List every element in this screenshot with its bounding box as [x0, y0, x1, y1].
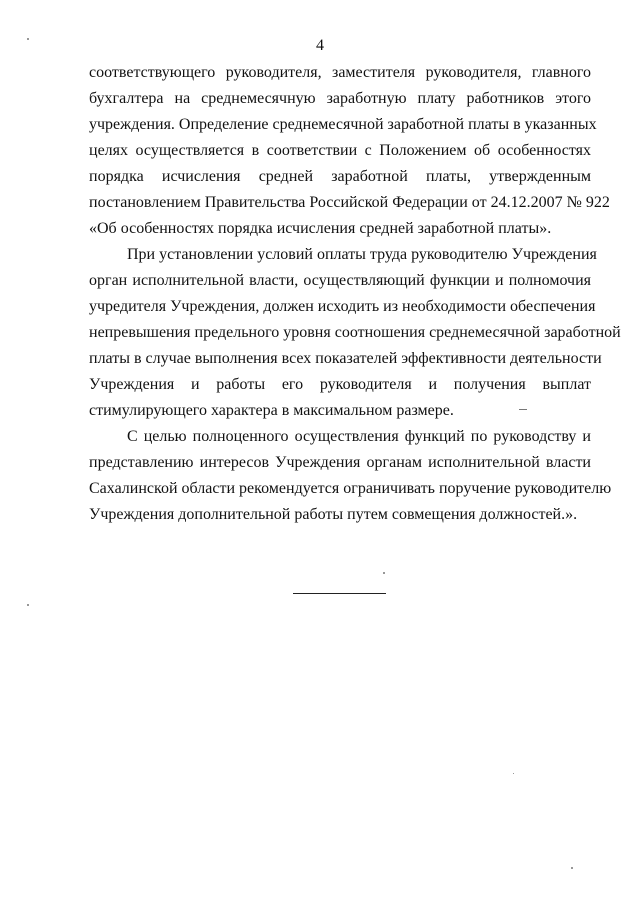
- scan-speck: [519, 409, 527, 410]
- text-line: целях осуществляется в соответствии с Положением об особенностях: [89, 142, 591, 159]
- page-number: 4: [316, 37, 324, 54]
- text-line: соответствующего руководителя, заместителя руководителя, главного: [89, 64, 591, 81]
- text-line: учреждения. Определение среднемесячной заработной платы в указанных: [89, 116, 597, 133]
- text-line: При установлении условий оплаты труда руководителю Учреждения: [127, 246, 597, 263]
- text-line: «Об особенностях порядка исчисления средней заработной платы».: [89, 220, 552, 237]
- document-body: [89, 60, 621, 528]
- paragraph: [89, 242, 621, 424]
- text-line: бухгалтера на среднемесячную заработную плату работников этого: [89, 90, 591, 107]
- paragraph: [89, 424, 612, 528]
- text-line: учредителя Учреждения, должен исходить из необходимости обеспечения: [89, 298, 596, 315]
- text-line: порядка исчисления средней заработной платы, утвержденным: [89, 168, 591, 185]
- text-line: представлению интересов Учреждения органам исполнительной власти: [89, 454, 591, 471]
- scan-speck: [27, 604, 29, 606]
- scan-speck: [383, 572, 385, 574]
- text-line: орган исполнительной власти, осуществляющий функции и полномочия: [89, 272, 591, 289]
- paragraph: [89, 60, 610, 242]
- scan-speck: [27, 38, 29, 40]
- text-line: Сахалинской области рекомендуется ограничивать поручение руководителю: [89, 480, 612, 497]
- text-line: непревышения предельного уровня соотношения среднемесячной заработной: [89, 324, 621, 341]
- text-line: Учреждения дополнительной работы путем совмещения должностей.».: [89, 506, 578, 523]
- end-separator-line: [293, 593, 386, 594]
- scan-speck: [571, 867, 573, 869]
- text-line: С целью полноценного осуществления функций по руководству и: [127, 428, 591, 445]
- text-line: стимулирующего характера в максимальном размере.: [89, 402, 454, 419]
- text-line: постановлением Правительства Российской Федерации от 24.12.2007 № 922: [89, 194, 610, 211]
- text-line: платы в случае выполнения всех показателей эффективности деятельности: [89, 350, 602, 367]
- text-line: Учреждения и работы его руководителя и получения выплат: [89, 376, 591, 393]
- scan-speck: [513, 773, 514, 774]
